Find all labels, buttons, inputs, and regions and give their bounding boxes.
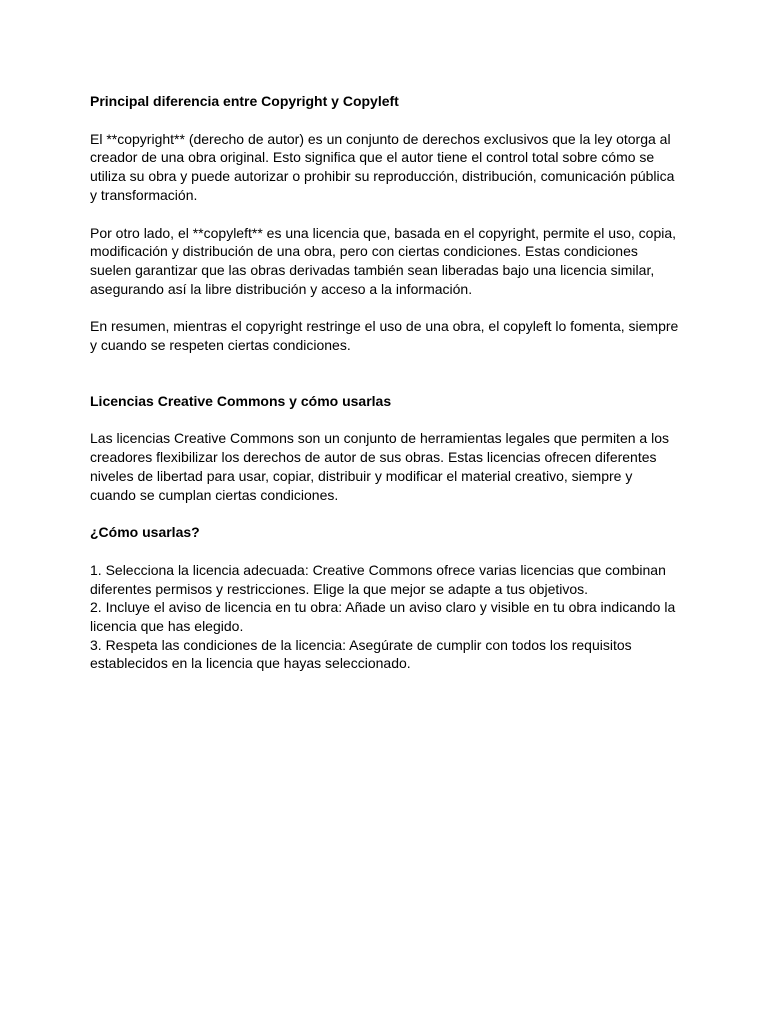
paragraph-creative-commons: Las licencias Creative Commons son un conjunto de herramientas legales que permiten a los creadores flexibilizar los derechos de autor de sus obras. Estas licencias ofrecen diferentes niveles de libertad para usar, copiar, distribuir y modificar el material creativo, siempre y cuando se cumplan ciertas condiciones. [90, 430, 669, 503]
section-heading-creative-commons: Licencias Creative Commons y cómo usarlas [90, 392, 392, 409]
paragraph-copyleft: Por otro lado, el **copyleft** es una licencia que, basada en el copyright, permite el uso, copia, modificación y distribución de una obra, pero con ciertas condiciones. Estas condiciones suelen garantizar que las obras derivadas también sean liberadas bajo una licencia similar, asegurando así la libre distribución y acceso a la información. [90, 224, 677, 297]
section-heading-copyright: Principal diferencia entre Copyright y Copyleft [90, 93, 399, 109]
subheading-how-to-use: ¿Cómo usarlas? [90, 524, 200, 541]
list-item: 1. Selecciona la licencia adecuada: Creative Commons ofrece varias licencias que combinan diferentes permisos y restricciones. Elige la que mejor se adapte a tus objetivos. [90, 561, 666, 597]
list-item: 3. Respeta las condiciones de la licencia: Asegúrate de cumplir con todos los requisitos establecidos en la licencia que hayas seleccionado. [90, 636, 632, 672]
paragraph-copyright: El **copyright** (derecho de autor) es un conjunto de derechos exclusivos que la ley otorga al creador de una obra original. Esto significa que el autor tiene el control total sobre cómo se utiliza su obra y puede autorizar o prohibir su reproducción, distribución, comunicación pública y transformación. [90, 130, 675, 203]
paragraph-summary: En resumen, mientras el copyright restringe el uso de una obra, el copyleft lo fomenta, siempre y cuando se respeten ciertas condiciones. [90, 318, 679, 354]
document-page [90, 92, 682, 673]
list-item: 2. Incluye el aviso de licencia en tu obra: Añade un aviso claro y visible en tu obra indicando la licencia que has elegido. [90, 599, 676, 635]
